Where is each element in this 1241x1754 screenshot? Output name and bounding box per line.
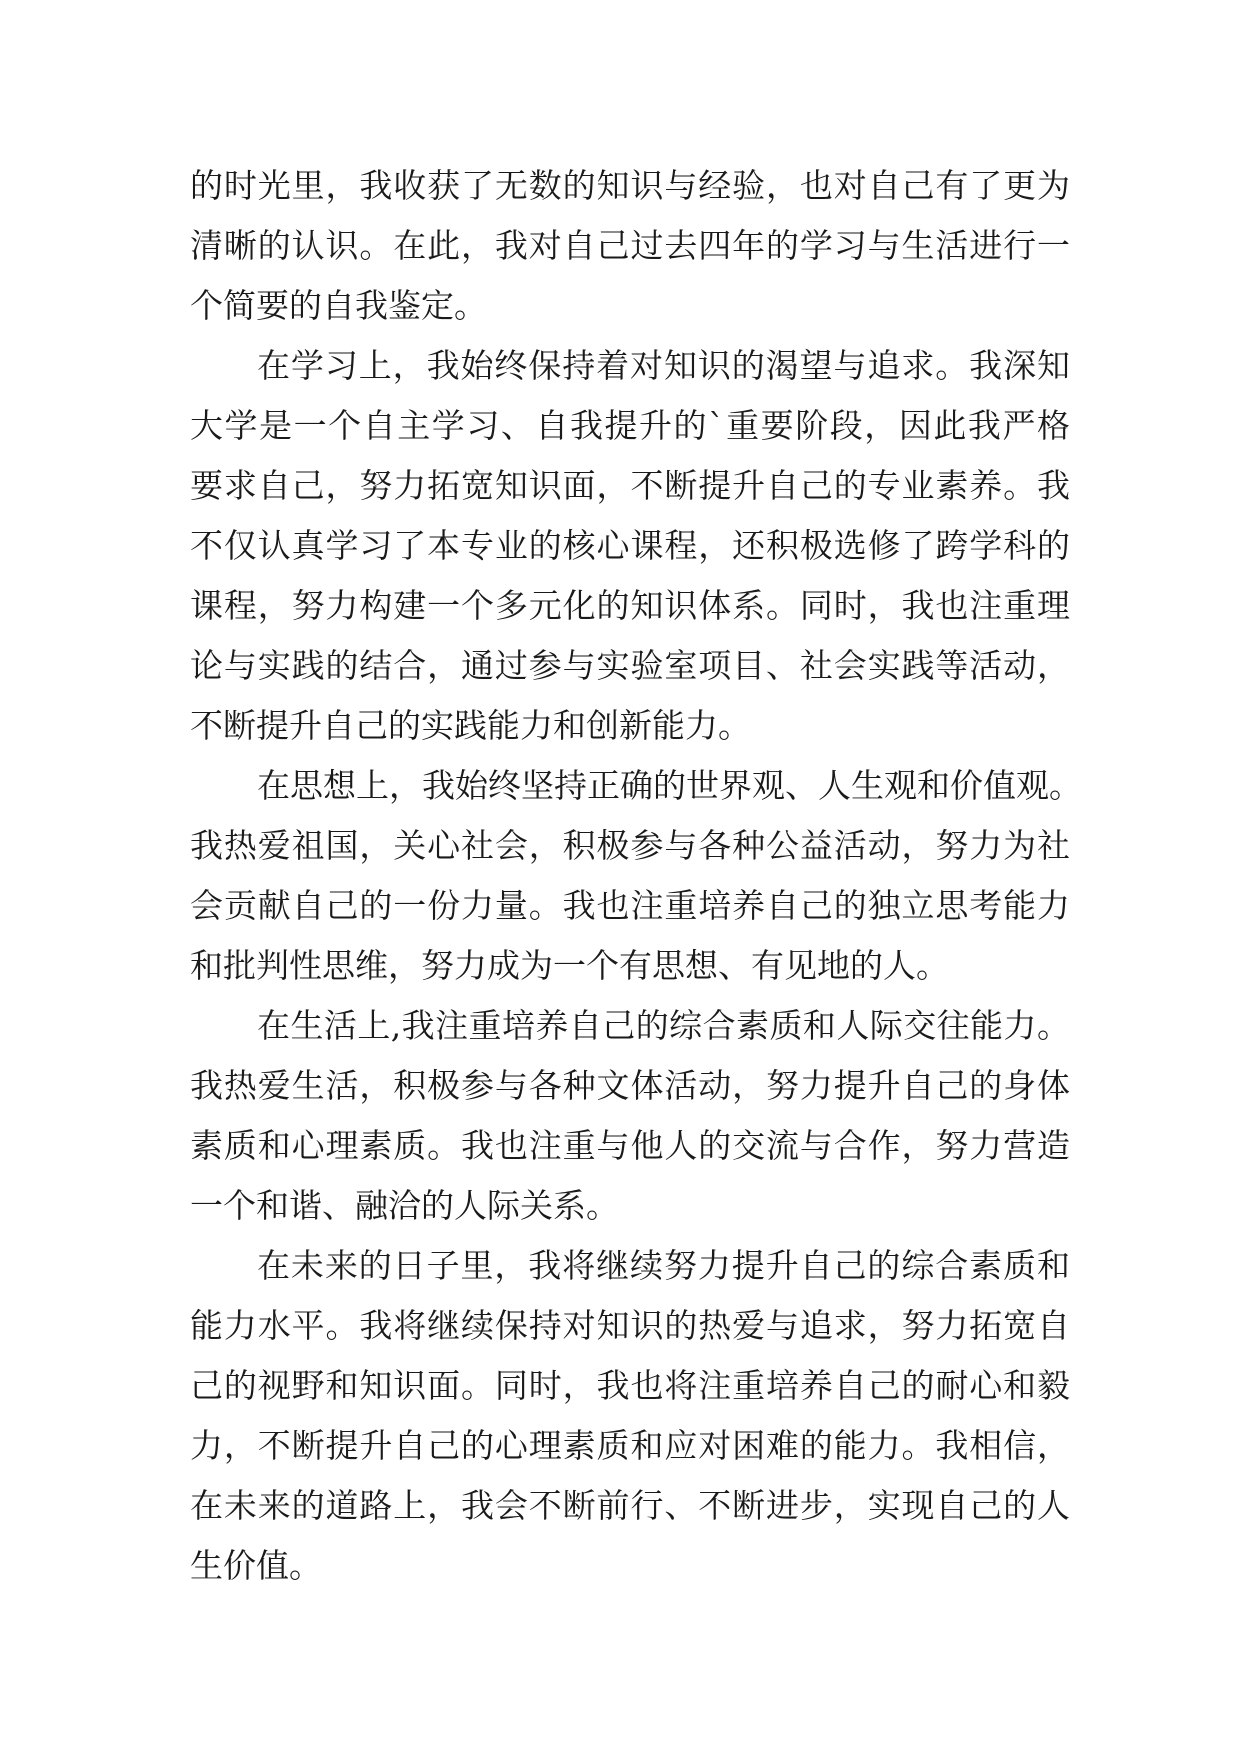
text-line: 不仅认真学习了本专业的核心课程，还积极选修了跨学科的: [190, 526, 1070, 565]
paragraph-first-line: 在思想上，我始终坚持正确的世界观、人生观和价值观。: [257, 766, 1082, 805]
text-line: 不断提升自己的实践能力和创新能力。: [190, 706, 751, 745]
text-line: 生价值。: [190, 1546, 322, 1585]
text-line: 会贡献自己的一份力量。我也注重培养自己的独立思考能力: [190, 886, 1070, 925]
text-line: 在未来的道路上，我会不断前行、不断进步，实现自己的人: [190, 1486, 1070, 1525]
text-line: 清晰的认识。在此，我对自己过去四年的学习与生活进行一: [190, 226, 1070, 265]
text-line: 素质和心理素质。我也注重与他人的交流与合作，努力营造: [190, 1126, 1070, 1165]
text-line: 能力水平。我将继续保持对知识的热爱与追求，努力拓宽自: [190, 1306, 1070, 1345]
paragraph-first-line: 在未来的日子里，我将继续努力提升自己的综合素质和: [257, 1246, 1070, 1285]
text-line: 课程，努力构建一个多元化的知识体系。同时，我也注重理: [190, 586, 1070, 625]
text-line: 的时光里，我收获了无数的知识与经验，也对自己有了更为: [190, 166, 1070, 205]
text-line: 我热爱生活，积极参与各种文体活动，努力提升自己的身体: [190, 1066, 1070, 1105]
text-line: 要求自己，努力拓宽知识面，不断提升自己的专业素养。我: [190, 466, 1070, 505]
text-line: 和批判性思维，努力成为一个有思想、有见地的人。: [190, 946, 949, 985]
document-body: [190, 156, 1082, 1596]
text-line: 论与实践的结合，通过参与实验室项目、社会实践等活动，: [190, 646, 1070, 685]
text-line: 一个和谐、融洽的人际关系。: [190, 1186, 619, 1225]
text-line: 大学是一个自主学习、自我提升的`重要阶段，因此我严格: [190, 406, 1070, 445]
paragraph-first-line: 在生活上,我注重培养自己的综合素质和人际交往能力。: [257, 1006, 1070, 1045]
text-line: 己的视野和知识面。同时，我也将注重培养自己的耐心和毅: [190, 1366, 1070, 1405]
paragraph-first-line: 在学习上，我始终保持着对知识的渴望与追求。我深知: [257, 346, 1070, 385]
text-line: 我热爱祖国，关心社会，积极参与各种公益活动，努力为社: [190, 826, 1070, 865]
text-line: 力，不断提升自己的心理素质和应对困难的能力。我相信，: [190, 1426, 1070, 1465]
text-line: 个简要的自我鉴定。: [190, 286, 487, 325]
